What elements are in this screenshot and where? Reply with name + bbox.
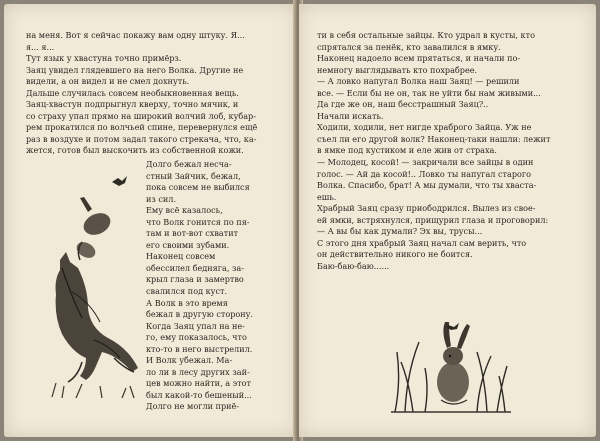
bird-icon [112,176,127,186]
text-line: из сил. [146,193,177,204]
text-line: Баю-баю-баю...... [317,260,390,271]
text-line: раз в воздухе и потом задал такого стрекача, что, ка- [26,133,257,144]
text-line: Когда Заяц упал на не- [146,320,245,331]
text-line: Наконец надоело всем прятаться, и начали по- [317,53,521,64]
text-line: он действительно никого не боится. [317,249,473,260]
left-page-top-text [26,30,257,157]
text-line: голос. — Ай да косой!.. Ловко ты напугал старого [317,168,531,179]
text-line: Да где же он, наш бесстрашный Заяц?.. [317,99,489,110]
text-line: Дальше случилась совсем необыкновенная вещь. [26,87,239,98]
text-line: жется, готов был выскочить из собственной кожи. [26,145,244,156]
text-line: свалился под куст. [146,286,228,297]
text-line: бежал в другую сторону. [146,309,253,320]
text-line: го, ему показалось, что [146,332,247,343]
text-line: пока совсем не выбился [146,182,250,193]
text-line: что Волк гонится по пя- [146,216,250,227]
wolf-and-hare-illustration [42,172,146,402]
text-line: рем прокатился по волчьей спине, перевернулся ещё [26,122,258,133]
text-line: был какой-то бешеный... [146,389,252,400]
hare-in-grass-illustration [391,316,511,414]
text-line: Начали искать. [317,110,384,121]
text-line: я... я... [26,41,55,52]
text-line: С этого дня храбрый Заяц начал сам верить, что [317,237,527,248]
left-page [4,4,297,437]
text-line: Храбрый Заяц сразу приободрился. Вылез из свое- [317,203,536,214]
text-line: все. — Если бы не он, так не уйти бы нам живыми... [317,87,541,98]
text-line: А Волк в это время [146,297,228,308]
text-line: съел ли его другой волк? Наконец-таки нашли: лежит [317,133,551,144]
text-line: — А вы бы как думали? Эх вы, трусы... [317,226,483,237]
text-line: спрятался за пенёк, кто завалился в ямку. [317,41,501,52]
left-page-column-text [146,159,253,413]
text-line: ей ямки, встряхнулся, прищурил глаза и проговорил: [317,214,549,225]
text-line: — А ловко напугал Волка наш Заяц! — решили [317,76,520,87]
text-line: Заяц увидел глядевшего на него Волка. Другие не [26,64,244,75]
text-line: Долго бежал несча- [146,159,232,169]
text-line: крыл глаза и замертво [146,274,244,285]
text-line: видели, а он видел и не смел дохнуть. [26,76,190,87]
text-line: — Молодец, косой! — закричали все зайцы в один [317,157,534,168]
text-line: в ямке под кустиком и еле жив от страха. [317,145,497,156]
text-line: Наконец совсем [146,251,216,262]
hare-figure [437,322,470,404]
text-line: на меня. Вот я сейчас покажу вам одну штуку. Я... [26,30,245,40]
text-line: Заяц-хвастун подпрыгнул кверху, точно мячик, и [26,99,239,110]
text-line: Волка. Спасибо, брат! А мы думали, что ты хваста- [317,180,537,191]
text-line: там и вот-вот схватит [146,228,239,239]
text-line: немногу выглядывать кто похрабрее. [317,64,478,75]
text-line: стный Зайчик, бежал, [146,170,241,181]
text-line: цев можно найти, а этот [146,378,251,389]
text-line: Тут язык у хвастуна точно примёрз. [26,53,182,64]
text-line: Ему всё казалось, [146,205,223,216]
hare-figure [74,197,114,261]
text-line: ти в себя остальные зайцы. Кто удрал в кусты, кто [317,30,535,40]
text-line: ешь. [317,191,337,202]
text-line: обессилел бедняга, за- [146,262,244,273]
wolf-figure [56,252,139,382]
text-line: кто-то в него выстрелил. [146,343,253,354]
text-line: Ходили, ходили, нет нигде храброго Зайца. Уж не [317,122,532,133]
right-page-text [317,30,550,272]
text-line: Долго не могли приё- [146,401,240,412]
text-line: ло ли в лесу других зай- [146,366,250,377]
text-line: И Волк убежал. Ма- [146,355,233,366]
text-line: его своими зубами. [146,239,230,250]
text-line: со страху упал прямо на широкий волчий лоб, кубар- [26,110,256,121]
right-page [299,4,596,437]
